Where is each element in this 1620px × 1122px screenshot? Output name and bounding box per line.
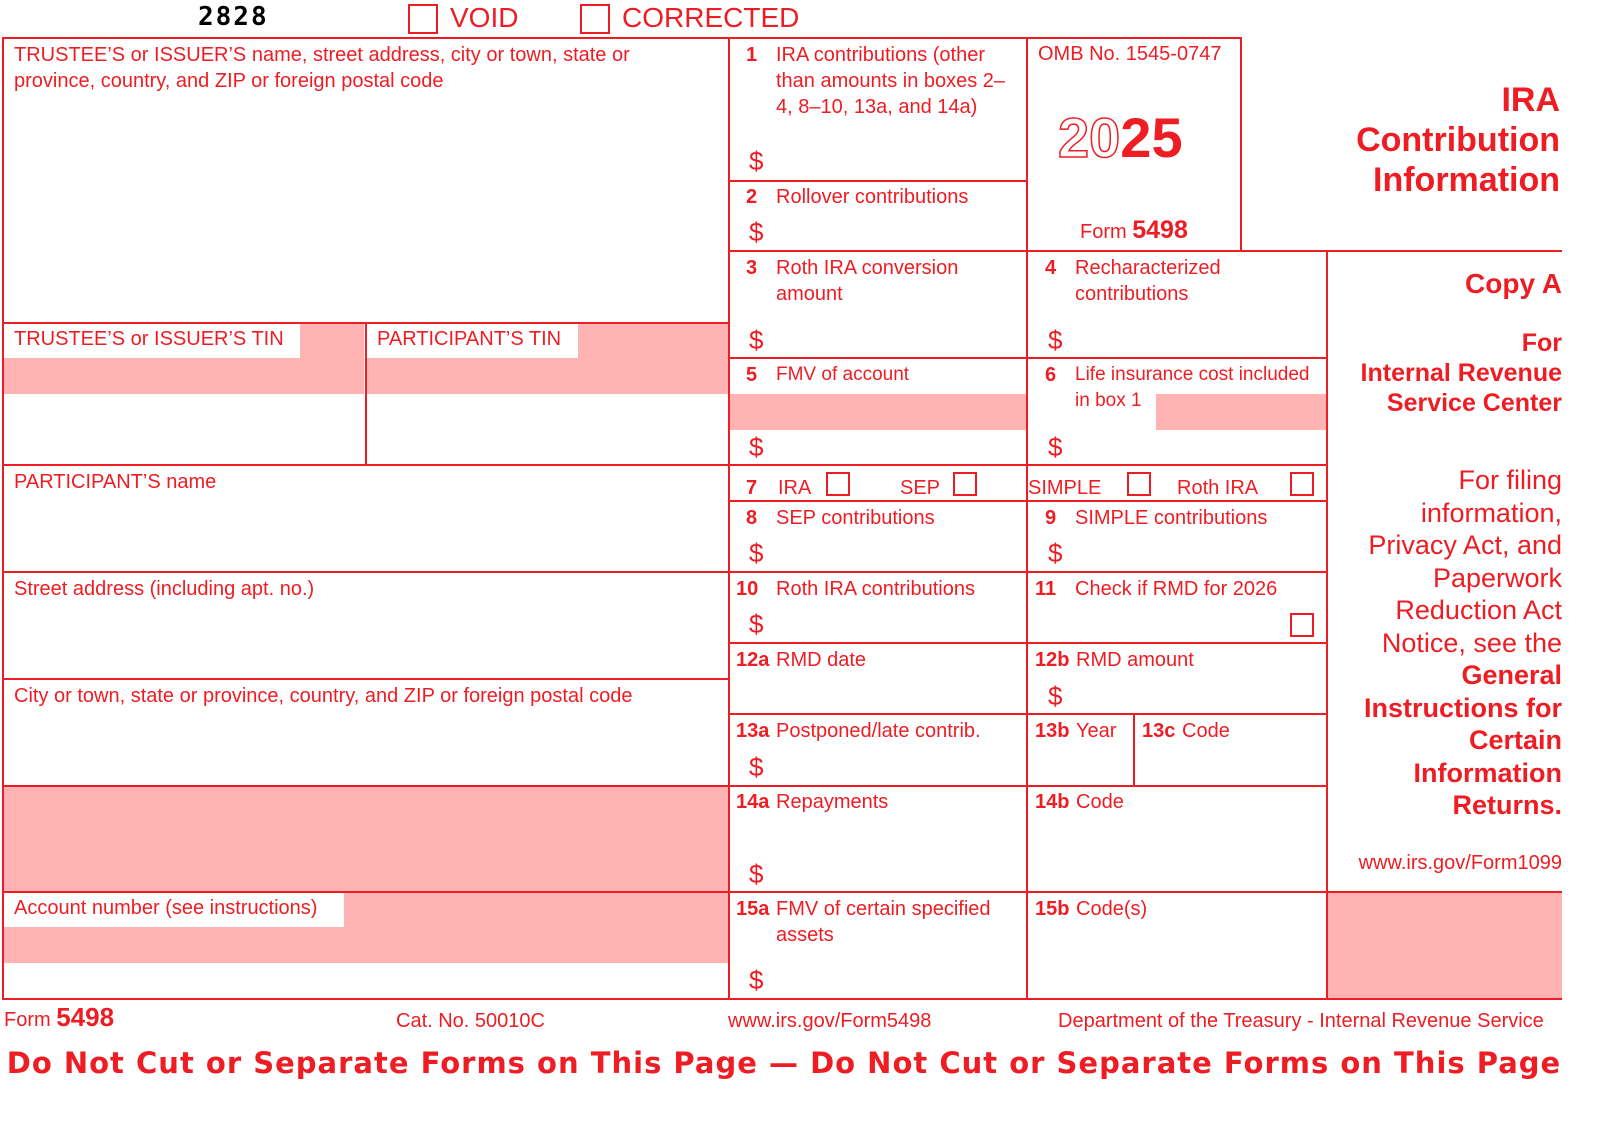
box13a-number: 13a [736,720,770,742]
mid-h-box13 [728,785,1328,787]
account-shade-band [4,927,728,963]
box12b-number: 12b [1035,649,1070,671]
box2-dollar: $ [749,217,764,247]
box8-dollar: $ [749,538,764,568]
box13b-number: 13b [1035,720,1070,742]
box11-rmd-checkbox[interactable] [1290,613,1314,637]
box4-label: Recharacterized contributions [1075,257,1221,305]
for-label: For [1521,329,1562,357]
mid-h-box8 [728,571,1328,573]
form-code: 2828 [198,2,269,32]
box3-dollar: $ [749,325,764,355]
box14a-number: 14a [736,791,770,813]
left-h1 [2,322,730,324]
trustee-tin-label: TRUSTEE’S or ISSUER’S TIN [4,326,284,352]
box13b-label: Year [1076,720,1117,742]
mid-h-box5 [728,464,1328,466]
footer-cat-no: Cat. No. 50010C [396,1010,545,1032]
frame-bottom [2,998,1562,1000]
mid-h-box10 [728,642,1328,644]
box12a-label: RMD date [776,649,867,671]
box1-dollar: $ [749,146,764,176]
box12b-label: RMD amount [1076,649,1194,671]
city-label: City or town, state or province, country, and ZIP or foreign postal code [14,685,633,707]
divider-side [1326,250,1328,1000]
mid-h-box3 [728,357,1328,359]
box9-dollar: $ [1048,538,1063,568]
box13a-dollar: $ [749,752,764,782]
trustee-tin-shade-band [4,358,364,394]
box12b-dollar: $ [1048,681,1063,711]
box5-label: FMV of account [776,364,910,385]
box11-label: Check if RMD for 2026 [1075,578,1278,600]
footer-form [4,1002,114,1033]
mid-h-box14 [728,891,1562,893]
box13a-label: Postponed/late contrib. [776,720,981,742]
box2-number: 2 [746,186,758,208]
divider-13b-13c [1133,714,1135,786]
box15a-number: 15a [736,898,770,920]
box7-simple-label: SIMPLE [1028,477,1102,499]
mid-h-box12 [728,713,1328,715]
left-h5 [2,785,730,787]
omb-number: OMB No. 1545-0747 [1038,43,1222,65]
left-h2 [2,464,730,466]
box13c-label: Code [1182,720,1230,742]
account-shade-top [344,893,728,927]
box7-sep-checkbox[interactable] [953,472,977,496]
filing-text: For filing information, Privacy Act, and Paperwork Reduction Act Notice, see the [1368,465,1562,658]
box1-number: 1 [746,44,758,66]
box15b-label: Code(s) [1076,898,1148,920]
account-number-label: Account number (see instructions) [4,895,327,927]
box9-number: 9 [1045,507,1057,529]
footer-url[interactable]: www.irs.gov/Form5498 [728,1010,932,1032]
form-title [1250,80,1560,200]
trustee-name-label: TRUSTEE’S or ISSUER’S name, street address, city or town, state or province, country, and ZIP or foreign postal code [14,44,630,92]
box12a-number: 12a [736,649,770,671]
box11-number: 11 [1035,578,1057,600]
box3-number: 3 [746,257,758,279]
box10-number: 10 [736,578,759,600]
bottom-right-shade [1328,893,1562,999]
footer-form-number: 5498 [56,1002,115,1032]
box5-dollar: $ [749,432,764,462]
box8-number: 8 [746,507,758,529]
participant-tin-shade-band [367,358,728,394]
box7-ira-checkbox[interactable] [826,472,850,496]
box4-dollar: $ [1048,325,1063,355]
box14b-number: 14b [1035,791,1070,813]
frame-top [2,37,1242,39]
box14a-label: Repayments [776,791,889,813]
left-blank-shade [4,786,728,892]
box2-label: Rollover contributions [776,186,969,208]
irs-line1: Internal Revenue [1360,359,1562,387]
do-not-cut-warning: Do Not Cut or Separate Forms on This Page — Do Not Cut or Separate Forms on This Page [6,1046,1562,1080]
box13c-number: 13c [1142,720,1176,742]
form-title-line3: Information [1373,161,1560,199]
corrected-label: CORRECTED [622,2,800,33]
participant-tin-label: PARTICIPANT’S TIN [367,326,561,352]
omb-form-label [1080,216,1188,245]
box1-label: IRA contributions (other than amounts in boxes 2–4, 8–10, 13a, and 14a) [776,44,1006,118]
tax-year-bold: 25 [1120,106,1183,169]
filing-notice [1336,464,1562,822]
frame-left [2,37,4,1000]
irs-line2: Service Center [1386,389,1562,417]
box15b-number: 15b [1035,898,1070,920]
box15a-label: FMV of certain specified assets [776,898,991,946]
participant-name-label: PARTICIPANT’S name [14,471,217,493]
filing-bold: General Instructions for Certain Information Returns. [1363,660,1562,820]
form-title-line1: IRA [1501,81,1560,119]
footer-form-prefix: Form [4,1009,51,1031]
for-irs [1330,328,1562,418]
void-label: VOID [450,2,519,33]
void-checkbox[interactable] [408,4,438,34]
omb-form-number: 5498 [1132,216,1188,244]
left-h4 [2,678,730,680]
box9-label: SIMPLE contributions [1075,507,1268,529]
omb-form-prefix: Form [1080,221,1127,243]
box15a-dollar: $ [749,965,764,995]
box5-number: 5 [746,364,758,386]
box7-simple-checkbox[interactable] [1127,472,1151,496]
trustee-tin-shade-top [300,324,364,358]
box6-number: 6 [1045,364,1057,386]
box6-dollar: $ [1048,432,1063,462]
box3-label: Roth IRA conversion amount [776,257,959,305]
box14a-dollar: $ [749,859,764,889]
box7-number: 7 [746,477,758,499]
box7-sep-label: SEP [900,477,941,499]
box14b-label: Code [1076,791,1124,813]
footer-dept: Department of the Treasury - Internal Revenue Service [1058,1010,1544,1032]
corrected-checkbox[interactable] [580,4,610,34]
box7-roth-checkbox[interactable] [1290,472,1314,496]
divider-omb-right [1240,37,1242,252]
box7-ira-label: IRA [778,477,812,499]
box7-roth-label: Roth IRA [1177,477,1259,499]
mid-h-box2 [728,250,1562,252]
tax-year [1058,108,1183,168]
participant-tin-shade-top [578,324,728,358]
box10-label: Roth IRA contributions [776,578,975,600]
left-h6 [2,891,730,893]
box4-number: 4 [1045,257,1057,279]
box8-label: SEP contributions [776,507,935,529]
box10-dollar: $ [749,609,764,639]
street-address-label: Street address (including apt. no.) [14,578,315,600]
tax-year-outline: 20 [1058,106,1121,169]
box5-shade [730,394,1026,430]
side-url[interactable]: www.irs.gov/Form1099 [1358,852,1562,874]
form-title-line2: Contribution [1356,121,1560,159]
left-h3 [2,571,730,573]
mid-h-box1 [728,180,1028,182]
copy-label: Copy A [1465,268,1562,299]
box6-label: Life insurance cost included in box 1 [1075,364,1310,411]
